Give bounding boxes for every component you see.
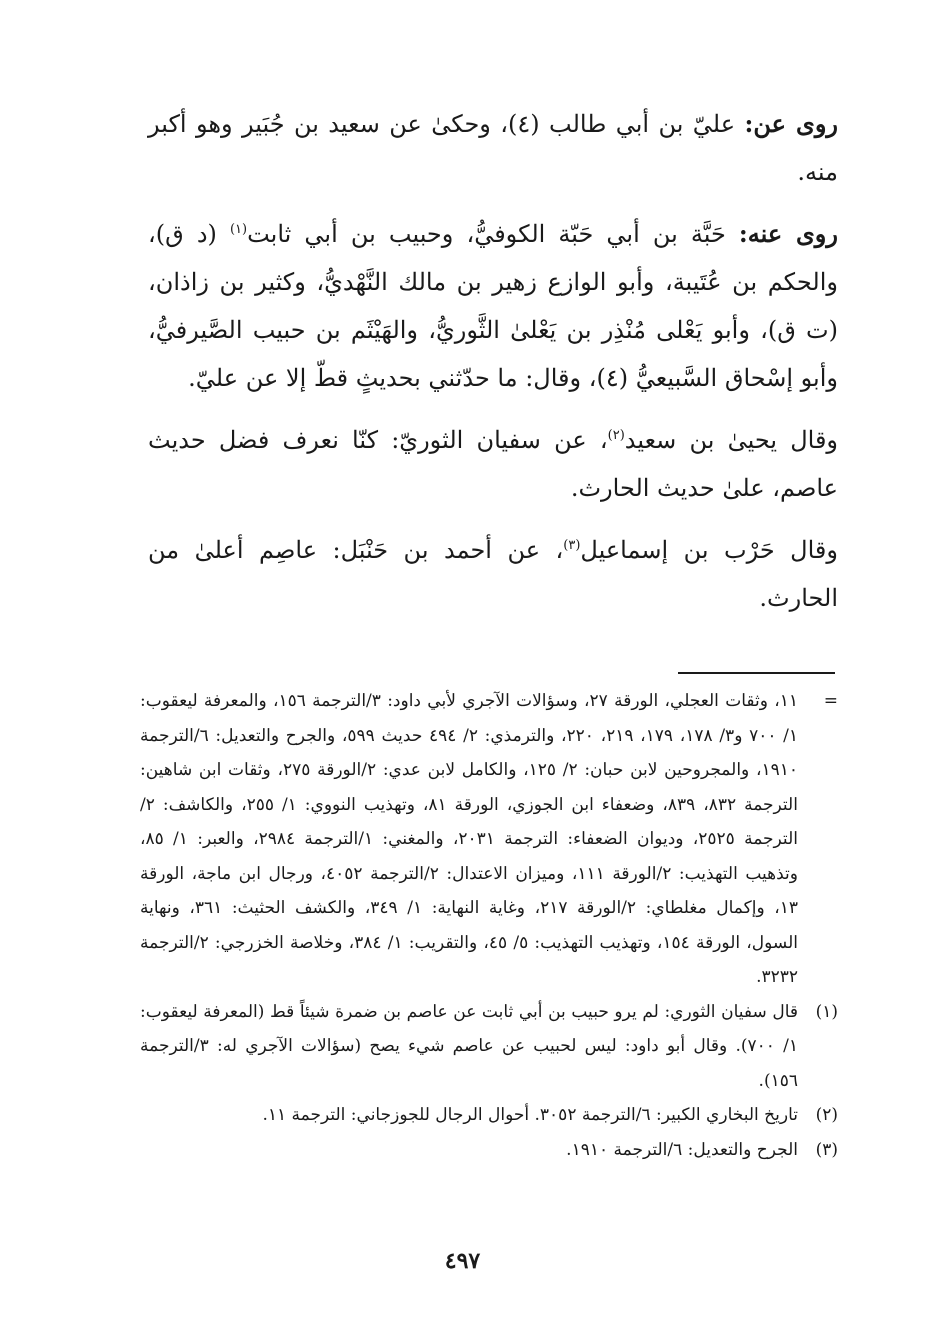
paragraph-text: ، عن أحمد بن حَنْبَل: عاصِم أعلىٰ من الحارث. (148, 536, 838, 612)
footnote-1 (140, 995, 838, 1099)
footnote-marker: (١) (815, 1001, 838, 1022)
footnotes (140, 684, 838, 1167)
paragraph-yahya (148, 416, 838, 512)
footnote-text: الجرح والتعديل: ٦/الترجمة ١٩١٠. (566, 1139, 798, 1160)
paragraph-text: عليّ بن أبي طالب (٤)، وحكىٰ عن سعيد بن جُبَير وهو أكبر منه. (148, 110, 838, 186)
paragraph-narrated-from (148, 100, 838, 196)
page-number: ٤٩٧ (444, 1248, 481, 1274)
label-narrated-from: روى عن: (744, 109, 839, 138)
footnote-text: قال سفيان الثوري: لم يرو حبيب بن أبي ثابت عن عاصم بن ضمرة شيئاً قط (المعرفة ليعقوب: ١/ ٧٠٠). وقال أبو داود: ليس لحبيب عن عاصم شيء يصح (سؤالات الآجري له: ٣/الترجمة ١٥٦). (140, 1001, 798, 1091)
paragraph-text: (د ق)، والحكم بن عُتَيبة، وأبو الوازع زهير بن مالك النَّهْديُّ، وكثير بن زاذان، (ت ق)، وأبو يَعْلى مُنْذِر بن يَعْلىٰ الثَّوريُّ، والهَيْثَم بن حبيب الصَّيرفيُّ، وأبو إسْحاق السَّبيعيُّ (٤)، وقال: ما حدّثني بحديثٍ قطّ إلا عن عليّ. (148, 220, 838, 392)
paragraph-text: ، عن سفيان الثوريّ: كنّا نعرف فضل حديث عاصم، علىٰ حديث الحارث. (148, 426, 838, 502)
footnote-marker: (٢) (815, 1105, 838, 1125)
footnote-text: ١١، وثقات العجلي، الورقة ٢٧، وسؤالات الآجري لأبي داود: ٣/الترجمة ١٥٦، والمعرفة ليعقوب: ١/ ٧٠٠ و٣/ ١٧٨، ١٧٩، ٢١٩، ٢٢٠، والترمذي: ٢/ ٤٩٤ حديث ٥٩٩، والجرح والتعديل: ٦/الترجمة ١٩١٠، والمجروحين لابن حبان: ٢/ ١٢٥، والكامل لابن عدي: ٢/الورقة ٢٧٥، وثقات ابن شاهين: الترجمة ٨٣٢، ٨٣٩، وضعفاء ابن الجوزي، الورقة ٨١، وتهذيب النووي: ١/ ٢٥٥، والكاشف: ٢/الترجمة ٢٥٢٥، وديوان الضعفاء: الترجمة ٢٠٣١، والمغني: ١/الترجمة ٢٩٨٤، والعبر: ١/ ٨٥، وتذهيب التهذيب: ٢/الورقة ١١١، وميزان الاعتدال: ٢/الترجمة ٤٠٥٢، ورجال ابن ماجة، الورقة ١٣، وإكمال مغلطاي: ٢/الورقة ٢١٧، وغاية النهاية: ١/ ٣٤٩، والكشف الحثيث: ٣٦١، ونهاية السول، الورقة ١٥٤، وتهذيب التهذيب: ٥/ ٤٥، والتقريب: ١/ ٣٨٤، وخلاصة الخزرجي: ٢/الترجمة ٣٢٣٢. (140, 691, 799, 987)
main-text (148, 100, 838, 636)
footnote-3 (140, 1133, 838, 1168)
paragraph-harb (148, 526, 838, 622)
footnote-ref-1: (١) (229, 222, 248, 237)
footnote-marker: (٣) (815, 1139, 838, 1160)
paragraph-narrated-by (148, 210, 838, 402)
footnote-marker: = (823, 691, 838, 711)
footnote-ref-3: (٣) (563, 538, 581, 553)
footnote-ref-2: (٢) (607, 428, 625, 443)
label-narrated-by: روى عنه: (738, 219, 838, 248)
paragraph-text: وقال يحيىٰ بن سعيد (624, 426, 839, 454)
footnote-separator (678, 672, 835, 674)
paragraph-text: حَبَّة بن أبي حَبّة الكوفيُّ، وحبيب بن أبي ثابت (247, 220, 739, 248)
paragraph-text: وقال حَرْب بن إسماعيل (580, 536, 838, 564)
footnote-continued (140, 684, 838, 995)
footnote-2 (140, 1098, 838, 1133)
footnote-text: تاريخ البخاري الكبير: ٦/الترجمة ٣٠٥٢. أحوال الرجال للجوزجاني: الترجمة ١١. (262, 1105, 798, 1125)
